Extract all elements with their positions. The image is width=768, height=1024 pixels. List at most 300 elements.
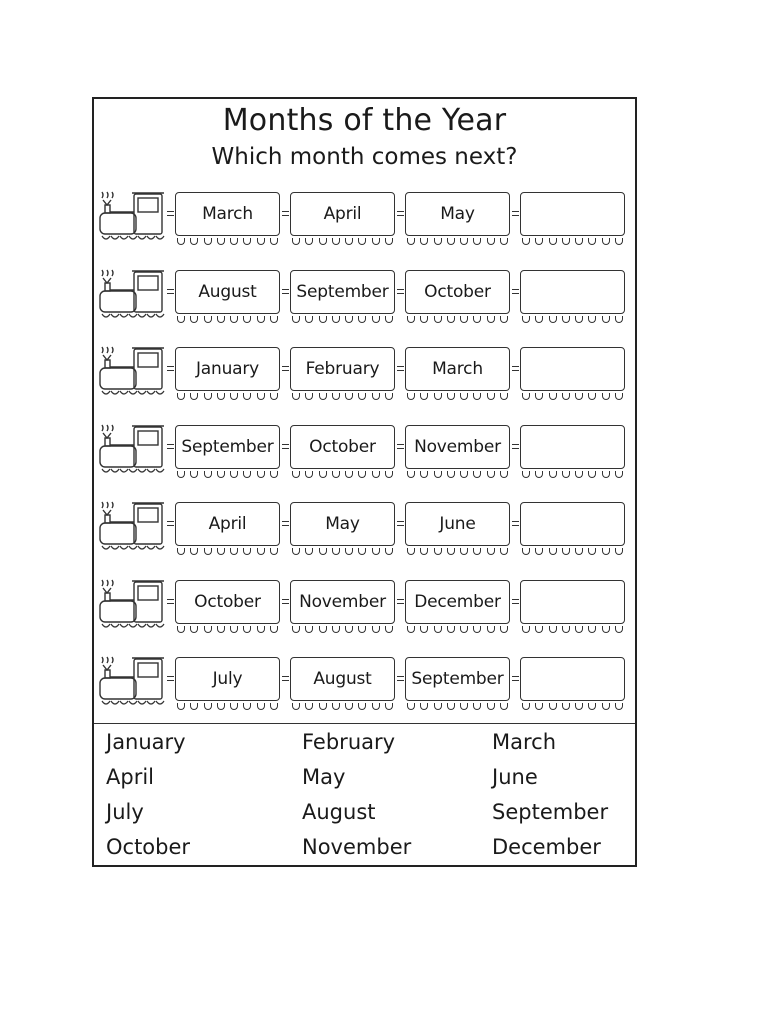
- wheel: [190, 703, 198, 710]
- wheel: [372, 626, 380, 633]
- wheel: [434, 471, 442, 478]
- wheel: [385, 626, 393, 633]
- wheel: [190, 471, 198, 478]
- car-wheels: [407, 471, 508, 479]
- car-coupler: [167, 366, 174, 371]
- car-wheels: [522, 238, 623, 246]
- wheel: [204, 626, 212, 633]
- car-coupler: [512, 211, 519, 216]
- wheel: [522, 316, 530, 323]
- wheel: [305, 703, 313, 710]
- car-wheels: [177, 703, 278, 711]
- wheel: [230, 238, 238, 245]
- train-row: [94, 343, 635, 407]
- car-coupler: [167, 521, 174, 526]
- wheel: [588, 471, 596, 478]
- wheel: [588, 316, 596, 323]
- wheel: [522, 393, 530, 400]
- wheel: [420, 238, 428, 245]
- wheel: [575, 471, 583, 478]
- wheel: [177, 393, 185, 400]
- word-bank-month: January: [106, 730, 186, 754]
- car-coupler: [282, 444, 289, 449]
- wheel: [332, 393, 340, 400]
- wheel: [332, 703, 340, 710]
- wheel: [177, 471, 185, 478]
- wheel: [345, 703, 353, 710]
- wheel: [332, 238, 340, 245]
- wheel: [549, 548, 557, 555]
- word-bank-month: July: [106, 800, 144, 824]
- wheel: [434, 238, 442, 245]
- wheel: [217, 393, 225, 400]
- car-wheels: [407, 703, 508, 711]
- wheel: [270, 393, 278, 400]
- wheel: [217, 316, 225, 323]
- wheel: [562, 393, 570, 400]
- wheel: [345, 238, 353, 245]
- car-coupler: [512, 676, 519, 681]
- answer-car-blank[interactable]: [520, 580, 625, 624]
- wheel: [217, 548, 225, 555]
- car-coupler: [397, 676, 404, 681]
- wheel: [549, 238, 557, 245]
- wheel: [522, 471, 530, 478]
- wheel: [473, 548, 481, 555]
- train-engine-icon: [98, 421, 164, 465]
- wheel: [243, 703, 251, 710]
- wheel: [372, 316, 380, 323]
- wheel: [535, 238, 543, 245]
- month-car: August: [175, 270, 280, 314]
- month-car: December: [405, 580, 510, 624]
- wheel: [270, 626, 278, 633]
- train-row: [94, 576, 635, 640]
- wheel: [407, 238, 415, 245]
- wheel: [602, 548, 610, 555]
- car-coupler: [397, 366, 404, 371]
- train-row: [94, 188, 635, 252]
- wheel: [434, 393, 442, 400]
- wheel: [447, 316, 455, 323]
- month-car: May: [290, 502, 395, 546]
- wheel: [345, 626, 353, 633]
- wheel: [230, 471, 238, 478]
- car-coupler: [282, 676, 289, 681]
- wheel: [420, 316, 428, 323]
- car-coupler: [397, 521, 404, 526]
- wheel: [257, 548, 265, 555]
- train-row: [94, 266, 635, 330]
- wheel: [177, 316, 185, 323]
- car-wheels: [522, 316, 623, 324]
- wheel: [535, 703, 543, 710]
- wheel: [447, 548, 455, 555]
- wheel: [332, 471, 340, 478]
- wheel: [535, 471, 543, 478]
- answer-car-blank[interactable]: [520, 270, 625, 314]
- car-wheels: [407, 238, 508, 246]
- car-wheels: [292, 703, 393, 711]
- answer-car-blank[interactable]: [520, 502, 625, 546]
- wheel: [332, 548, 340, 555]
- month-car: October: [290, 425, 395, 469]
- month-car: July: [175, 657, 280, 701]
- wheel: [460, 471, 468, 478]
- train-engine-icon: [98, 343, 164, 387]
- car-wheels: [522, 703, 623, 711]
- wheel: [257, 238, 265, 245]
- wheel: [420, 548, 428, 555]
- wheel: [487, 316, 495, 323]
- car-coupler: [512, 521, 519, 526]
- wheel: [407, 703, 415, 710]
- train-engine-icon: [98, 653, 164, 697]
- wheel: [500, 316, 508, 323]
- wheel: [305, 238, 313, 245]
- wheel: [177, 548, 185, 555]
- car-wheels: [407, 548, 508, 556]
- word-bank-month: June: [492, 765, 538, 789]
- month-car: August: [290, 657, 395, 701]
- wheel: [257, 393, 265, 400]
- car-wheels: [522, 471, 623, 479]
- word-bank-month: May: [302, 765, 346, 789]
- month-car: January: [175, 347, 280, 391]
- wheel: [372, 393, 380, 400]
- wheel: [473, 471, 481, 478]
- wheel: [447, 393, 455, 400]
- car-wheels: [522, 393, 623, 401]
- wheel: [243, 393, 251, 400]
- word-bank-month: August: [302, 800, 376, 824]
- wheel: [305, 393, 313, 400]
- wheel: [292, 393, 300, 400]
- wheel: [319, 626, 327, 633]
- wheel: [487, 703, 495, 710]
- wheel: [305, 548, 313, 555]
- wheel: [385, 316, 393, 323]
- wheel: [575, 238, 583, 245]
- car-wheels: [292, 548, 393, 556]
- train-engine-icon: [98, 266, 164, 310]
- worksheet: [92, 97, 637, 867]
- wheel: [305, 316, 313, 323]
- wheel: [204, 548, 212, 555]
- wheel: [385, 548, 393, 555]
- wheel: [177, 238, 185, 245]
- wheel: [487, 238, 495, 245]
- month-car: October: [175, 580, 280, 624]
- wheel: [190, 238, 198, 245]
- wheel: [615, 238, 623, 245]
- wheel: [407, 471, 415, 478]
- wheel: [615, 316, 623, 323]
- wheel: [522, 238, 530, 245]
- train-engine-icon: [98, 498, 164, 542]
- wheel: [500, 393, 508, 400]
- wheel: [420, 471, 428, 478]
- wheel: [372, 238, 380, 245]
- wheel: [358, 471, 366, 478]
- car-coupler: [167, 676, 174, 681]
- month-car: November: [290, 580, 395, 624]
- wheel: [257, 626, 265, 633]
- wheel: [292, 238, 300, 245]
- wheel: [204, 471, 212, 478]
- wheel: [420, 703, 428, 710]
- car-coupler: [512, 444, 519, 449]
- wheel: [190, 316, 198, 323]
- wheel: [358, 548, 366, 555]
- wheel: [460, 703, 468, 710]
- wheel: [562, 703, 570, 710]
- wheel: [305, 626, 313, 633]
- wheel: [522, 626, 530, 633]
- wheel: [602, 238, 610, 245]
- wheel: [535, 393, 543, 400]
- wheel: [372, 548, 380, 555]
- car-wheels: [177, 471, 278, 479]
- wheel: [588, 393, 596, 400]
- wheel: [588, 548, 596, 555]
- wheel: [332, 316, 340, 323]
- month-car: October: [405, 270, 510, 314]
- wheel: [243, 471, 251, 478]
- worksheet-subtitle: Which month comes next?: [211, 144, 518, 170]
- wheel: [460, 393, 468, 400]
- wheel: [345, 471, 353, 478]
- wheel: [305, 471, 313, 478]
- wheel: [447, 238, 455, 245]
- car-coupler: [282, 211, 289, 216]
- word-bank-month: December: [492, 835, 601, 859]
- train-row: [94, 653, 635, 717]
- wheel: [407, 548, 415, 555]
- wheel: [270, 238, 278, 245]
- wheel: [230, 316, 238, 323]
- car-wheels: [177, 238, 278, 246]
- car-wheels: [177, 626, 278, 634]
- wheel: [535, 316, 543, 323]
- word-bank-month: March: [492, 730, 557, 754]
- wheel: [500, 703, 508, 710]
- car-coupler: [167, 444, 174, 449]
- wheel: [447, 626, 455, 633]
- wheel: [204, 703, 212, 710]
- wheel: [217, 626, 225, 633]
- wheel: [434, 316, 442, 323]
- wheel: [473, 703, 481, 710]
- wheel: [549, 393, 557, 400]
- wheel: [575, 626, 583, 633]
- wheel: [460, 316, 468, 323]
- wheel: [420, 393, 428, 400]
- wheel: [385, 238, 393, 245]
- wheel: [602, 393, 610, 400]
- wheel: [204, 393, 212, 400]
- wheel: [500, 238, 508, 245]
- month-car: March: [175, 192, 280, 236]
- wheel: [319, 316, 327, 323]
- wheel: [615, 626, 623, 633]
- wheel: [562, 548, 570, 555]
- train-row: [94, 498, 635, 562]
- wheel: [562, 238, 570, 245]
- wheel: [270, 703, 278, 710]
- wheel: [562, 316, 570, 323]
- month-car: September: [405, 657, 510, 701]
- wheel: [407, 626, 415, 633]
- wheel: [257, 471, 265, 478]
- wheel: [319, 548, 327, 555]
- wheel: [319, 238, 327, 245]
- wheel: [487, 393, 495, 400]
- wheel: [535, 548, 543, 555]
- wheel: [615, 471, 623, 478]
- wheel: [588, 626, 596, 633]
- month-car: September: [175, 425, 280, 469]
- wheel: [602, 471, 610, 478]
- wheel: [257, 316, 265, 323]
- car-coupler: [167, 289, 174, 294]
- car-coupler: [397, 211, 404, 216]
- wheel: [190, 548, 198, 555]
- month-car: May: [405, 192, 510, 236]
- wheel: [473, 626, 481, 633]
- car-coupler: [282, 366, 289, 371]
- answer-car-blank[interactable]: [520, 657, 625, 701]
- wheel: [562, 626, 570, 633]
- wheel: [615, 703, 623, 710]
- wheel: [270, 471, 278, 478]
- wheel: [575, 316, 583, 323]
- wheel: [434, 703, 442, 710]
- train-engine-icon: [98, 188, 164, 232]
- wheel: [292, 703, 300, 710]
- word-bank-month: February: [302, 730, 396, 754]
- month-car: June: [405, 502, 510, 546]
- wheel: [549, 316, 557, 323]
- wheel: [358, 703, 366, 710]
- wheel: [217, 238, 225, 245]
- wheel: [177, 703, 185, 710]
- wheel: [407, 316, 415, 323]
- month-car: March: [405, 347, 510, 391]
- wheel: [319, 471, 327, 478]
- wheel: [434, 626, 442, 633]
- train-engine-icon: [98, 576, 164, 620]
- wheel: [230, 393, 238, 400]
- car-wheels: [407, 626, 508, 634]
- wheel: [358, 316, 366, 323]
- wheel: [460, 626, 468, 633]
- car-coupler: [512, 366, 519, 371]
- car-coupler: [282, 599, 289, 604]
- wheel: [473, 316, 481, 323]
- car-coupler: [167, 599, 174, 604]
- wheel: [190, 393, 198, 400]
- train-row: [94, 421, 635, 485]
- worksheet-title: Months of the Year: [222, 103, 507, 138]
- car-wheels: [522, 626, 623, 634]
- car-wheels: [292, 626, 393, 634]
- wheel: [575, 548, 583, 555]
- wheel: [385, 703, 393, 710]
- car-coupler: [512, 599, 519, 604]
- wheel: [332, 626, 340, 633]
- wheel: [615, 548, 623, 555]
- wheel: [460, 238, 468, 245]
- wheel: [460, 548, 468, 555]
- answer-car-blank[interactable]: [520, 347, 625, 391]
- wheel: [292, 548, 300, 555]
- wheel: [270, 548, 278, 555]
- wheel: [549, 703, 557, 710]
- month-car: April: [175, 502, 280, 546]
- wheel: [522, 703, 530, 710]
- car-wheels: [407, 316, 508, 324]
- wheel: [535, 626, 543, 633]
- word-bank-month: November: [302, 835, 412, 859]
- answer-car-blank[interactable]: [520, 192, 625, 236]
- car-wheels: [292, 393, 393, 401]
- wheel: [345, 316, 353, 323]
- wheel: [270, 316, 278, 323]
- wheel: [473, 238, 481, 245]
- wheel: [217, 471, 225, 478]
- wheel: [447, 471, 455, 478]
- wheel: [243, 548, 251, 555]
- wheel: [500, 626, 508, 633]
- wheel: [358, 393, 366, 400]
- wheel: [575, 393, 583, 400]
- wheel: [602, 703, 610, 710]
- wheel: [487, 471, 495, 478]
- wheel: [177, 626, 185, 633]
- wheel: [243, 316, 251, 323]
- wheel: [385, 471, 393, 478]
- wheel: [217, 703, 225, 710]
- wheel: [385, 393, 393, 400]
- wheel: [358, 626, 366, 633]
- word-bank-month: October: [106, 835, 191, 859]
- wheel: [575, 703, 583, 710]
- wheel: [588, 703, 596, 710]
- wheel: [562, 471, 570, 478]
- wheel: [319, 703, 327, 710]
- car-coupler: [282, 521, 289, 526]
- wheel: [549, 471, 557, 478]
- car-coupler: [397, 599, 404, 604]
- wheel: [473, 393, 481, 400]
- wheel: [447, 703, 455, 710]
- word-bank: [94, 723, 635, 868]
- wheel: [588, 238, 596, 245]
- wheel: [522, 548, 530, 555]
- car-wheels: [177, 316, 278, 324]
- wheel: [487, 548, 495, 555]
- wheel: [292, 316, 300, 323]
- wheel: [230, 626, 238, 633]
- wheel: [407, 393, 415, 400]
- car-coupler: [397, 444, 404, 449]
- answer-car-blank[interactable]: [520, 425, 625, 469]
- month-car: September: [290, 270, 395, 314]
- wheel: [190, 626, 198, 633]
- wheel: [292, 471, 300, 478]
- car-wheels: [177, 548, 278, 556]
